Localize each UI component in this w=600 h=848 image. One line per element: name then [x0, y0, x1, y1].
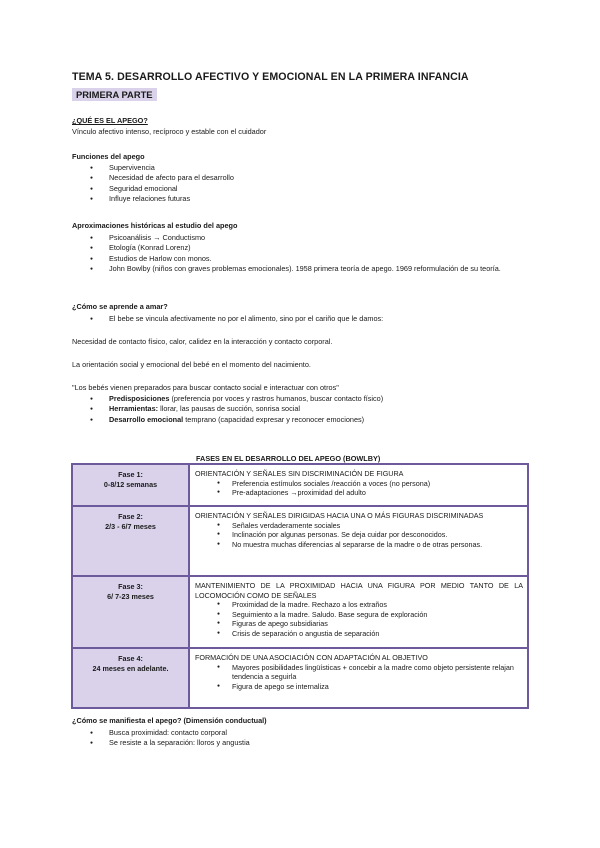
funciones-heading: Funciones del apego	[72, 152, 145, 161]
list-item: ● El bebe se vincula afectivamente no por el alimento, sino por el cariño que le damos:	[72, 314, 383, 324]
list-item: ● Preferencia estímulos sociales /reacción a voces (no persona)	[195, 479, 523, 489]
aproximaciones-list	[72, 233, 529, 275]
list-item: ● Predisposiciones (preferencia por voces y rastros humanos, buscar contacto físico)	[72, 394, 383, 404]
amar-quote: "Los bebés vienen preparados para buscar contacto social e interactuar con otros"	[72, 383, 339, 392]
list-item: ● Proximidad de la madre. Rechazo a los extraños	[195, 600, 523, 610]
list-item: ● Seguridad emocional	[72, 184, 234, 194]
list-item: ● Mayores posibilidades lingüísticas + concebir a la madre como objeto persistente relajan tendencia a seguirla	[195, 663, 523, 682]
list-item: ● Herramientas: llorar, las pausas de succión, sonrisa social	[72, 404, 383, 414]
phase-label-cell: Fase 4: 24 meses en adelante.	[72, 648, 189, 708]
list-item: ● Desarrollo emocional temprano (capacidad expresar y reconocer emociones)	[72, 415, 383, 425]
list-item: ● Etología (Konrad Lorenz)	[72, 243, 529, 253]
amar-predisposiciones-list	[72, 394, 383, 425]
phase-description-cell: ORIENTACIÓN Y SEÑALES DIRIGIDAS HACIA UNA O MÁS FIGURAS DISCRIMINADAS ● Señales verdaderamente sociales ● Inclinación por algunas personas. Se deja cuidar por desconocidos. ● No muestra muchas diferencias al separarse de la madre o de otras personas.	[189, 506, 528, 576]
list-item: ● No muestra muchas diferencias al separarse de la madre o de otras personas.	[195, 540, 523, 550]
phase-description-cell: FORMACIÓN DE UNA ASOCIACIÓN CON ADAPTACIÓN AL OBJETIVO ● Mayores posibilidades lingüísticas + concebir a la madre como objeto persistente relajan tendencia a seguirla ● Figura de apego se internaliza	[189, 648, 528, 708]
bowlby-phases-table	[71, 463, 529, 709]
document-title: TEMA 5. DESARROLLO AFECTIVO Y EMOCIONAL EN LA PRIMERA INFANCIA	[72, 71, 469, 83]
list-item: ● Influye relaciones futuras	[72, 194, 234, 204]
list-item: ● Se resiste a la separación: lloros y angustia	[72, 738, 250, 748]
phase-label-cell: Fase 3: 6/ 7-23 meses	[72, 576, 189, 648]
phase-label-cell: Fase 1: 0-8/12 semanas	[72, 464, 189, 506]
manifiesta-heading: ¿Cómo se manifiesta el apego? (Dimensión conductual)	[72, 716, 267, 725]
table-row	[72, 576, 528, 648]
apego-definition: Vínculo afectivo intenso, recíproco y estable con el cuidador	[72, 127, 267, 136]
list-item: ● Estudios de Harlow con monos.	[72, 254, 529, 264]
aproximaciones-heading: Aproximaciones históricas al estudio del apego	[72, 221, 238, 230]
table-row	[72, 648, 528, 708]
list-item: ● Supervivencia	[72, 163, 234, 173]
list-item: ● Figuras de apego subsidiarias	[195, 619, 523, 629]
manifiesta-list	[72, 728, 250, 749]
list-item: ● Figura de apego se internaliza	[195, 682, 523, 692]
list-item: ● John Bowlby (niños con graves problemas emocionales). 1958 primera teoría de apego. 1969 reformulación de su teoría.	[72, 264, 529, 274]
phase-description-cell: MANTENIMIENTO DE LA PROXIMIDAD HACIA UNA FIGURA POR MEDIO TANTO DE LA LOCOMOCIÓN COMO DE SEÑALES ● Proximidad de la madre. Rechazo a los extraños ● Seguimiento a la madre. Saludo. Base segura de exploración ● Figuras de apego subsidiarias ● Crisis de separación o angustia de separación	[189, 576, 528, 648]
amar-paragraph-1: Necesidad de contacto físico, calor, calidez en la interacción y contacto corporal.	[72, 337, 333, 346]
amar-paragraph-2: La orientación social y emocional del bebé en el momento del nacimiento.	[72, 360, 311, 369]
amar-heading: ¿Cómo se aprende a amar?	[72, 302, 168, 311]
apego-heading: ¿QUÉ ES EL APEGO?	[72, 116, 148, 125]
list-item: ● Necesidad de afecto para el desarrollo	[72, 173, 234, 183]
list-item: ● Señales verdaderamente sociales	[195, 521, 523, 531]
table-row	[72, 506, 528, 576]
document-subtitle: PRIMERA PARTE	[72, 88, 157, 101]
list-item: ● Crisis de separación o angustia de separación	[195, 629, 523, 639]
table-row	[72, 464, 528, 506]
phase-label-cell: Fase 2: 2/3 - 6/7 meses	[72, 506, 189, 576]
funciones-list	[72, 163, 234, 205]
list-item: ● Inclinación por algunas personas. Se deja cuidar por desconocidos.	[195, 530, 523, 540]
list-item: ● Psicoanálisis → Conductismo	[72, 233, 529, 243]
amar-list	[72, 314, 383, 324]
phase-description-cell: ORIENTACIÓN Y SEÑALES SIN DISCRIMINACIÓN DE FIGURA ● Preferencia estímulos sociales /reacción a voces (no persona) ● Pre-adaptaciones →proximidad del adulto	[189, 464, 528, 506]
table-caption: FASES EN EL DESARROLLO DEL APEGO (BOWLBY)	[196, 454, 381, 463]
list-item: ● Seguimiento a la madre. Saludo. Base segura de exploración	[195, 610, 523, 620]
list-item: ● Busca proximidad: contacto corporal	[72, 728, 250, 738]
list-item: ● Pre-adaptaciones →proximidad del adulto	[195, 488, 523, 498]
